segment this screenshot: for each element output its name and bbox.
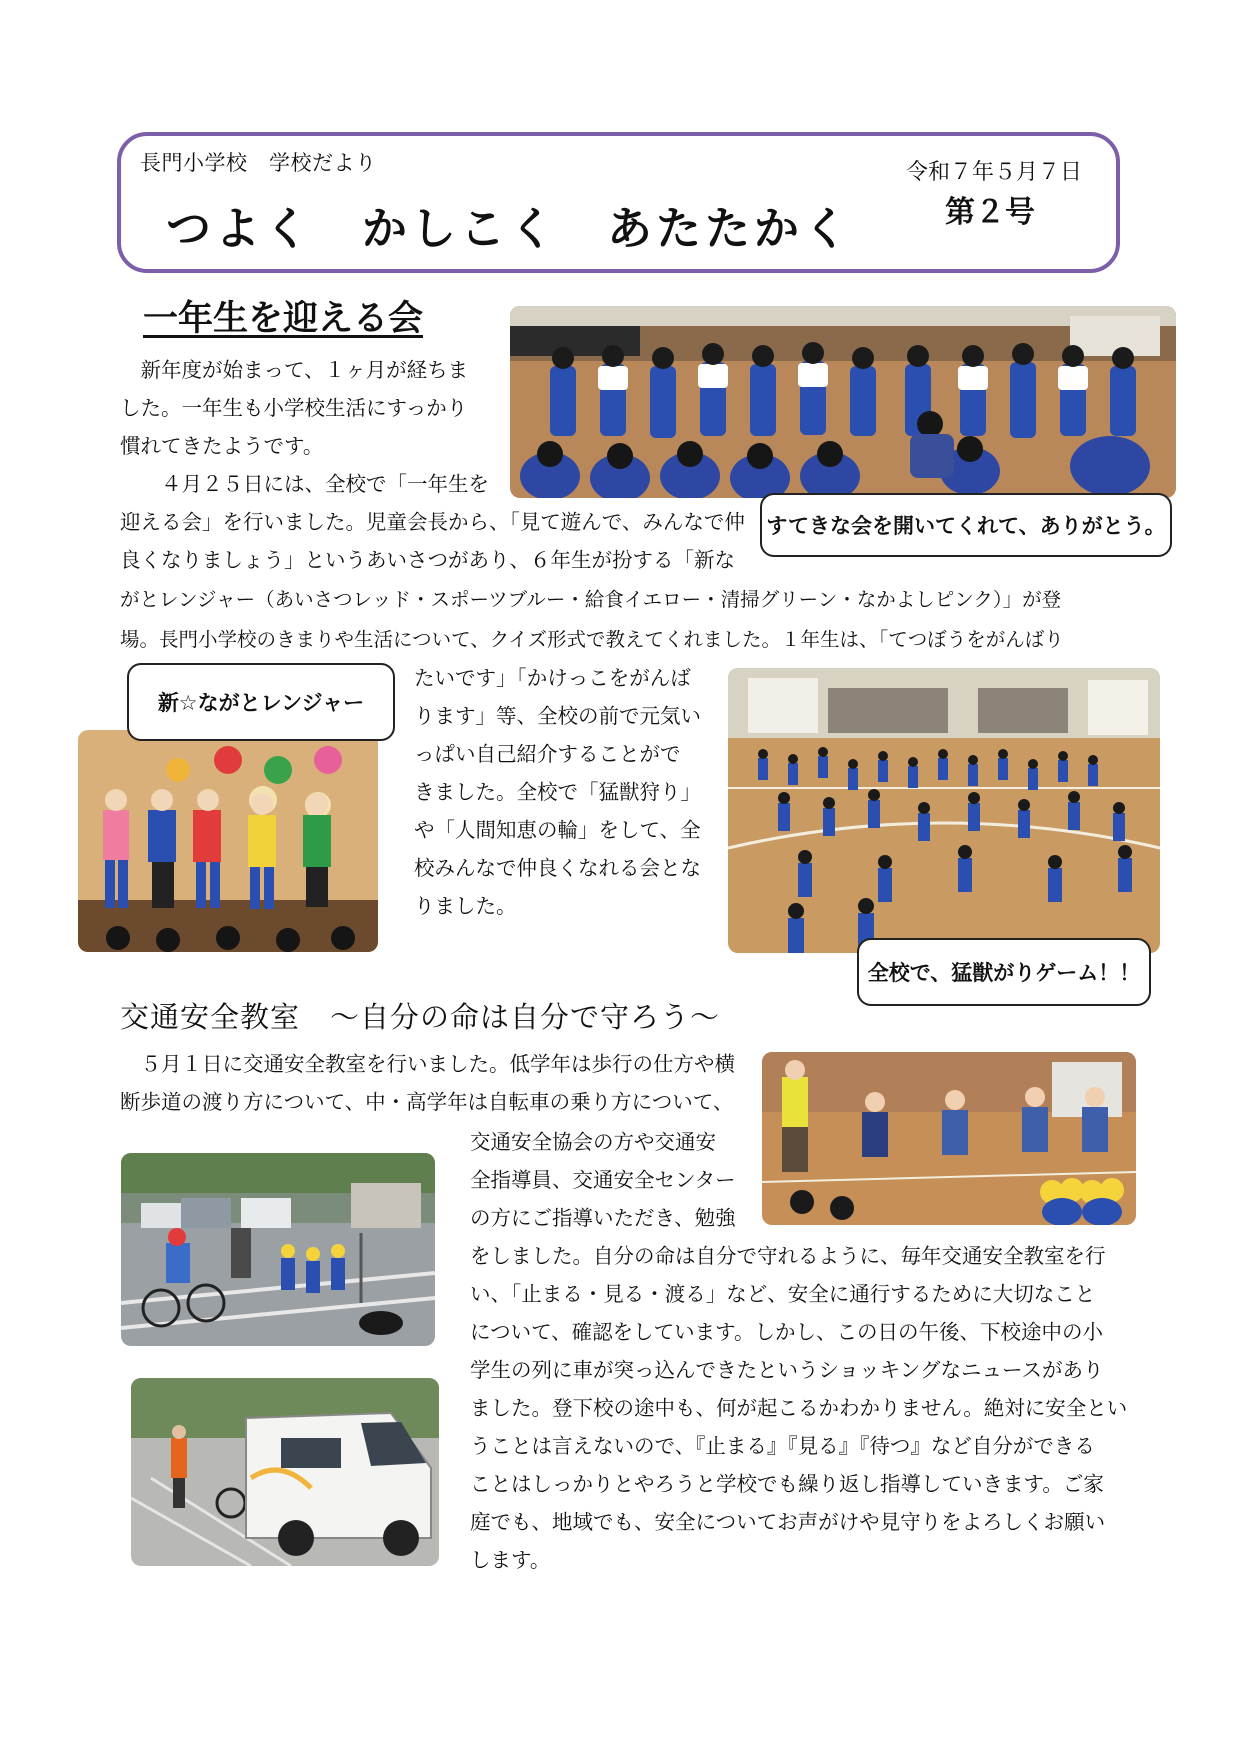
body-line: い、「止まる・見る・渡る」など、安全に通行するために大切なこと bbox=[470, 1282, 1096, 1306]
body-line: した。一年生も小学校生活にすっかり bbox=[120, 396, 468, 420]
body-line: 断歩道の渡り方について、中・高学年は自転車の乗り方について、 bbox=[120, 1090, 734, 1114]
gymnasium-assembly-photo bbox=[510, 306, 1176, 498]
body-line: ことはしっかりとやろうと学校でも繰り返し指導していきます。ご家 bbox=[470, 1472, 1104, 1496]
body-line: りました。 bbox=[414, 894, 517, 918]
speech-bubble-thanks bbox=[760, 493, 1172, 557]
speech-bubble-game bbox=[857, 938, 1151, 1006]
body-line: ました。登下校の途中も、何が起こるかわかりません。絶対に安全とい bbox=[470, 1396, 1128, 1420]
bubble-text: 全校で、猛獣がりゲーム！！ bbox=[867, 961, 1141, 985]
body-line: 良くなりましょう」というあいさつがあり、６年生が扮する「新な bbox=[120, 548, 735, 572]
bubble-text: すてきな会を開いてくれて、ありがとう。 bbox=[766, 514, 1166, 538]
body-line: がとレンジャー（あいさつレッド・スポーツブルー・給食イエロー・清掃グリーン・なかよしピンク）」が登 bbox=[120, 588, 1062, 611]
body-line: 全指導員、交通安全センター bbox=[470, 1168, 736, 1192]
section-title-traffic-safety: 交通安全教室 ～自分の命は自分で守ろう～ bbox=[120, 1000, 721, 1034]
body-line: たいです」「かけっこをがんば bbox=[414, 666, 691, 690]
body-line: ４月２５日には、全校で「一年生を bbox=[120, 472, 489, 496]
body-line: ５月１日に交通安全教室を行いました。低学年は歩行の仕方や横 bbox=[120, 1052, 735, 1076]
body-line: 学生の列に車が突っ込んできたというショッキングなニュースがあり bbox=[470, 1358, 1104, 1382]
body-line: 庭でも、地域でも、安全についてお声がけや見守りをよろしくお願い bbox=[470, 1510, 1106, 1534]
body-line: 場。長門小学校のきまりや生活について、クイズ形式で教えてくれました。１年生は、「てつぼうをがんばり bbox=[120, 628, 1064, 651]
speech-bubble-ranger bbox=[127, 663, 395, 741]
ranger-performance-photo bbox=[78, 730, 378, 952]
body-line: します。 bbox=[470, 1548, 551, 1572]
body-line: の方にご指導いただき、勉強 bbox=[470, 1206, 736, 1230]
body-line: について、確認をしています。しかし、この日の午後、下校途中の小 bbox=[470, 1320, 1104, 1344]
issue-date: 令和７年５月７日 bbox=[906, 160, 1083, 185]
body-line: をしました。自分の命は自分で守れるように、毎年交通安全教室を行 bbox=[470, 1244, 1106, 1268]
bicycle-practice-photo bbox=[121, 1153, 435, 1346]
bubble-text: 新☆ながとレンジャー bbox=[157, 691, 365, 715]
gym-game-photo bbox=[728, 668, 1160, 953]
school-name: 長門小学校 学校だより bbox=[140, 151, 377, 175]
newsletter-motto: つよく かしこく あたたかく bbox=[166, 202, 853, 255]
body-line: 交通安全協会の方や交通安 bbox=[470, 1130, 716, 1154]
body-line: 迎える会」を行いました。児童会長から、「見て遊んで、みんなで仲 bbox=[120, 510, 745, 534]
body-line: 新年度が始まって、１ヶ月が経ちま bbox=[120, 358, 469, 382]
body-line: うことは言えないので、『止まる』『見る』『待つ』など自分ができる bbox=[470, 1434, 1095, 1458]
body-line: きました。全校で「猛獣狩り」 bbox=[414, 780, 701, 804]
body-line: っぱい自己紹介することがで bbox=[414, 742, 681, 766]
body-line: や「人間知恵の輪」をして、全 bbox=[414, 818, 701, 842]
section-title-welcome: 一年生を迎える会 bbox=[143, 299, 424, 339]
body-line: 慣れてきたようです。 bbox=[120, 434, 324, 458]
body-line: ります」等、全校の前で元気い bbox=[414, 704, 701, 728]
body-line: 校みんなで仲良くなれる会とな bbox=[414, 856, 701, 880]
safety-van-photo bbox=[131, 1378, 439, 1566]
issue-number: 第２号 bbox=[945, 195, 1035, 230]
traffic-lecture-photo bbox=[762, 1052, 1136, 1225]
